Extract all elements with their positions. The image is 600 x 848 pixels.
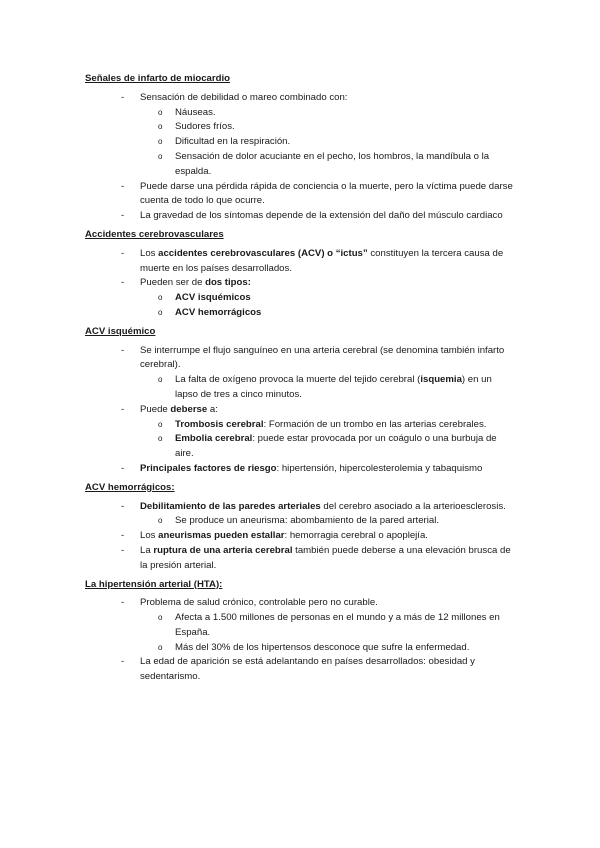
bold-text: Trombosis cerebral — [175, 418, 264, 430]
dash-bullet-icon: - — [121, 544, 125, 556]
text: Los — [140, 247, 159, 259]
text: : hipertensión, hipercolesterolemia y tabaquismo — [276, 462, 483, 474]
section-heading: ACV hemorrágicos: — [85, 481, 175, 493]
dash-bullet-icon: - — [121, 210, 125, 222]
dash-bullet-icon: - — [121, 277, 125, 289]
section-heading: ACV isquémico — [85, 325, 156, 337]
section-heading: Accidentes cerebrovasculares — [85, 228, 224, 240]
text: La edad de aparición se está adelantando en países desarrollados: obesidad y sedentarismo. — [140, 656, 475, 683]
dash-bullet-icon: - — [121, 91, 125, 103]
sub-list-item — [85, 106, 515, 121]
bold-text: Principales factores de riesgo — [140, 462, 277, 474]
text: : puede estar provocada por un coágulo o una burbuja de aire. — [175, 433, 497, 460]
text: Se produce un aneurisma: abombamiento de la pared arterial. — [175, 515, 439, 527]
bold-text: accidentes cerebrovasculares (ACV) o “ictus” — [158, 247, 368, 259]
dash-bullet-icon: - — [121, 462, 125, 474]
sub-list-item — [85, 306, 515, 321]
section — [85, 72, 515, 224]
sub-list-item — [85, 120, 515, 135]
bold-text: ACV isquémicos — [175, 292, 251, 304]
circle-bullet-icon: o — [158, 613, 163, 623]
list-item — [85, 247, 515, 277]
list-item — [85, 403, 515, 418]
text: del cerebro asociado a la arterioesclerosis. — [320, 500, 506, 512]
text: : Formación de un trombo en las arterias cerebrales. — [263, 418, 487, 430]
bold-text: isquemia — [420, 374, 462, 386]
circle-bullet-icon: o — [158, 293, 163, 303]
list-item — [85, 276, 515, 291]
text: también puede deberse a una elevación brusca de la presión arterial. — [140, 544, 511, 571]
document-content — [85, 72, 515, 689]
sub-list-item — [85, 611, 515, 641]
list-item — [85, 209, 515, 224]
dash-bullet-icon: - — [121, 180, 125, 192]
text: La gravedad de los síntomas depende de la extensión del daño del músculo cardiaco — [140, 210, 503, 222]
text: Puede darse una pérdida rápida de conciencia o la muerte, pero la víctima puede darse cuenta de todo lo que ocurre. — [140, 180, 513, 207]
sub-list-item — [85, 291, 515, 306]
section — [85, 578, 515, 686]
text: ) en un lapso de tres a cinco minutos. — [175, 374, 492, 400]
list-item — [85, 500, 515, 515]
text: : hemorragia cerebral o apoplejía. — [284, 530, 428, 542]
circle-bullet-icon: o — [158, 516, 163, 526]
text: Más del 30% de los hipertensos desconoce que sufre la enfermedad. — [175, 641, 470, 653]
circle-bullet-icon: o — [158, 419, 163, 429]
circle-bullet-icon: o — [158, 137, 163, 147]
text: Sensación de dolor acuciante en el pecho, los hombros, la mandíbula o la espalda. — [175, 150, 490, 177]
list-item — [85, 596, 515, 611]
bold-text: dos tipos: — [205, 277, 251, 289]
bold-text: ruptura de una arteria cerebral — [153, 544, 293, 556]
sub-list-item — [85, 641, 515, 656]
list-item — [85, 529, 515, 544]
bold-text: Embolia cerebral — [175, 433, 253, 445]
text: La falta de oxígeno provoca la muerte del tejido cerebral ( — [175, 374, 421, 386]
text: Sensación de debilidad o mareo combinado con: — [140, 91, 348, 103]
bold-text: ACV hemorrágicos — [175, 306, 262, 318]
dash-bullet-icon: - — [121, 500, 125, 512]
section — [85, 325, 515, 477]
section-heading: La hipertensión arterial (HTA): — [85, 578, 223, 590]
circle-bullet-icon: o — [158, 151, 163, 161]
circle-bullet-icon: o — [158, 434, 163, 444]
bold-text: aneurismas pueden estallar — [158, 530, 285, 542]
dash-bullet-icon: - — [121, 656, 125, 668]
dash-bullet-icon: - — [121, 247, 125, 259]
list-item — [85, 655, 515, 685]
list-item — [85, 180, 515, 210]
text: Puede — [140, 403, 171, 415]
section-heading: Señales de infarto de miocardio — [85, 73, 231, 84]
bold-text: deberse — [170, 403, 208, 415]
circle-bullet-icon: o — [158, 642, 163, 652]
text: a: — [207, 403, 218, 415]
dash-bullet-icon: - — [121, 530, 125, 542]
circle-bullet-icon: o — [158, 307, 163, 317]
text: Se interrumpe el flujo sanguíneo en una arteria cerebral (se denomina también infarto cerebral). — [140, 344, 505, 371]
text: Sudores fríos. — [175, 121, 235, 133]
section — [85, 228, 515, 321]
text: Los — [140, 530, 159, 542]
sub-list-item — [85, 418, 515, 433]
circle-bullet-icon: o — [158, 375, 163, 385]
sub-list-item — [85, 514, 515, 529]
sub-list-item — [85, 432, 515, 462]
list-item — [85, 344, 515, 374]
bold-text: Debilitamiento de las paredes arteriales — [140, 500, 321, 512]
text: Dificultad en la respiración. — [175, 136, 291, 148]
text: Afecta a 1.500 millones de personas en el mundo y a más de 12 millones en España. — [175, 612, 500, 638]
list-item — [85, 544, 515, 574]
text: La — [140, 544, 154, 556]
list-item — [85, 462, 515, 477]
text: Problema de salud crónico, controlable pero no curable. — [140, 597, 378, 609]
text: Náuseas. — [175, 106, 216, 118]
dash-bullet-icon: - — [121, 403, 125, 415]
sub-list-item — [85, 135, 515, 150]
dash-bullet-icon: - — [121, 344, 125, 356]
text: constituyen la tercera causa de muerte en los países desarrollados. — [140, 247, 504, 274]
list-item — [85, 91, 515, 106]
sub-list-item — [85, 373, 515, 403]
circle-bullet-icon: o — [158, 122, 163, 132]
sub-list-item — [85, 150, 515, 180]
section — [85, 481, 515, 574]
text: Pueden ser de — [140, 277, 206, 289]
circle-bullet-icon: o — [158, 107, 163, 117]
dash-bullet-icon: - — [121, 597, 125, 609]
